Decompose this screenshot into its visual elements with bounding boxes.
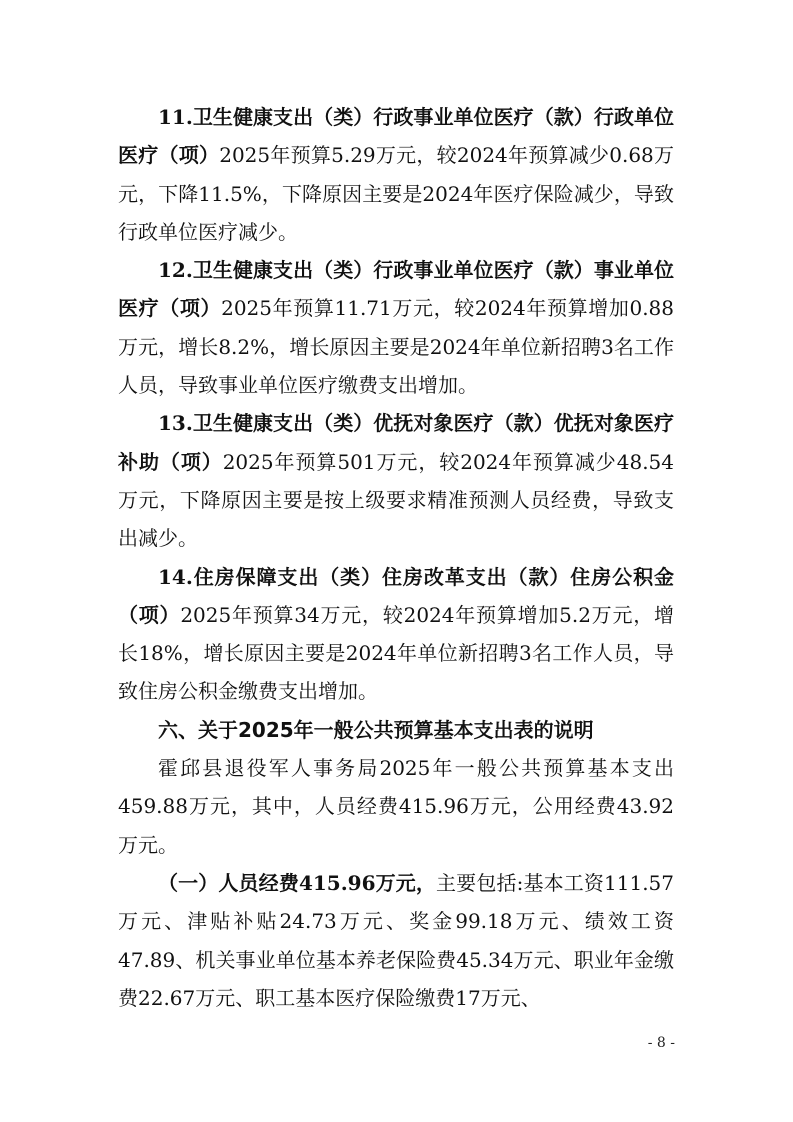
item-14-heading: 14.住房保障支出（类）住房改革支出（款）住房公积金（项）	[118, 564, 674, 627]
page-number: - 8 -	[647, 1035, 675, 1051]
item-11-text: 2025年预算5.29万元，较2024年预算减少0.68万元，下降11.5%，下降原因主要是2024年医疗保险减少，导致行政单位医疗减少。	[118, 143, 675, 244]
section-heading: 六、关于2025年一般公共预算基本支出表的说明	[158, 717, 594, 742]
item-14-text: 2025年预算34万元，较2024年预算增加5.2万元，增长18%，增长原因主要是2024年单位新招聘3名工作人员，导致住房公积金缴费支出增加。	[118, 602, 674, 704]
paragraph-item-13	[118, 404, 674, 557]
section-intro: 霍邱县退役军人事务局2025年一般公共预算基本支出459.88万元，其中，人员经费415.96万元，公用经费43.92万元。	[118, 756, 674, 857]
document-body	[118, 98, 674, 1017]
item-12-heading: 12.卫生健康支出（类）行政事业单位医疗（款）事业单位医疗（项）	[118, 258, 674, 321]
item-11-heading: 11.卫生健康支出（类）行政事业单位医疗（款）行政单位医疗（项）	[118, 105, 674, 168]
paragraph-item-14	[118, 558, 674, 711]
item-12-text: 2025年预算11.71万元，较2024年预算增加0.88万元，增长8.2%，增长原因主要是2024年单位新招聘3名工作人员，导致事业单位医疗缴费支出增加。	[118, 296, 674, 398]
personnel-heading: （一）人员经费415.96万元，	[158, 870, 437, 895]
personnel-text: 主要包括:基本工资111.57万元、津贴补贴24.73万元、奖金99.18万元、绩效工资47.89、机关事业单位基本养老保险费45.34万元、职业年金缴费22.67万元、职工基本医疗保险缴费17万元、	[118, 870, 674, 1010]
personnel-paragraph	[118, 864, 674, 1017]
item-13-text: 2025年预算501万元，较2024年预算减少48.54万元，下降原因主要是按上级要求精准预测人员经费，导致支出减少。	[118, 449, 675, 551]
item-13-heading: 13.卫生健康支出（类）优抚对象医疗（款）优抚对象医疗补助（项）	[118, 411, 674, 474]
paragraph-item-11	[118, 98, 674, 251]
paragraph-item-12	[118, 251, 674, 404]
